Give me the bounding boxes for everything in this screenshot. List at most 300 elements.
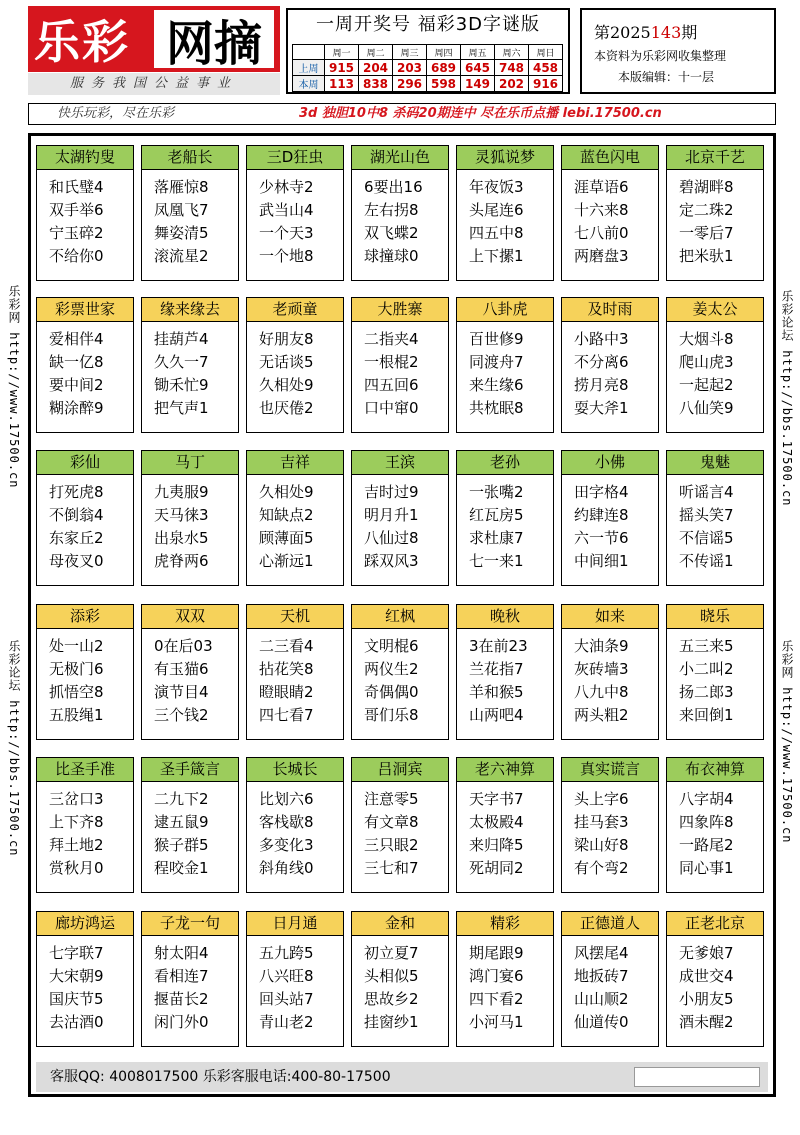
card-body xyxy=(561,169,659,281)
riddle-card xyxy=(36,145,134,283)
ticker-bar xyxy=(28,103,776,125)
riddle-line: 回头站7 xyxy=(259,990,314,1008)
riddle-line: 八字胡4 xyxy=(679,790,734,808)
card-title: 姜太公 xyxy=(666,297,764,321)
riddle-card xyxy=(666,450,764,588)
ticker-promo-link[interactable]: 3d 独胆10中8 杀码20期连中 尽在乐币点播 lebi.17500.cn xyxy=(299,106,662,121)
riddle-line: 二指夹4 xyxy=(364,330,419,348)
card-title: 北京千艺 xyxy=(666,145,764,169)
riddle-card xyxy=(666,911,764,1049)
card-title: 精彩 xyxy=(456,911,554,935)
card-body xyxy=(141,474,239,586)
card-title: 太湖钓叟 xyxy=(36,145,134,169)
riddle-line: 七一来1 xyxy=(469,552,524,570)
card-title: 吉祥 xyxy=(246,450,344,474)
riddle-card xyxy=(141,604,239,742)
riddle-card xyxy=(141,757,239,895)
card-body xyxy=(246,169,344,281)
riddle-line: 一零后7 xyxy=(679,224,734,242)
side-link-left-bottom[interactable]: 乐彩论坛 http://bbs.17500.cn xyxy=(7,640,21,857)
riddle-line: 闲门外0 xyxy=(154,1013,209,1031)
card-body xyxy=(561,628,659,740)
riddle-line: 大宋朝9 xyxy=(49,967,104,985)
card-title: 缘来缘去 xyxy=(141,297,239,321)
riddle-line: 爬山虎3 xyxy=(679,353,734,371)
riddle-line: 羊和猴5 xyxy=(469,683,524,701)
riddle-line: 灰砖墙3 xyxy=(574,660,629,678)
card-title: 比圣手准 xyxy=(36,757,134,781)
riddle-card xyxy=(246,450,344,588)
riddle-line: 来生缘6 xyxy=(469,376,524,394)
riddle-line: 双手举6 xyxy=(49,201,104,219)
riddle-line: 小路中3 xyxy=(574,330,629,348)
card-title: 圣手箴言 xyxy=(141,757,239,781)
card-title: 大胜寨 xyxy=(351,297,449,321)
riddle-line: 二三看4 xyxy=(259,637,314,655)
riddle-card xyxy=(246,911,344,1049)
riddle-line: 上下齐8 xyxy=(49,813,104,831)
card-title: 蓝色闪电 xyxy=(561,145,659,169)
riddle-card xyxy=(456,604,554,742)
riddle-line: 爱相伴4 xyxy=(49,330,104,348)
row-label: 本周 xyxy=(293,76,325,92)
riddle-line: 久相处9 xyxy=(259,376,314,394)
riddle-line: 碧湖畔8 xyxy=(679,178,734,196)
card-body xyxy=(456,474,554,586)
riddle-line: 注意零5 xyxy=(364,790,419,808)
riddle-card xyxy=(666,604,764,742)
draw-number: 113 xyxy=(325,76,359,92)
riddle-line: 一个天3 xyxy=(259,224,314,242)
weekday-header: 周日 xyxy=(529,45,563,60)
riddle-line: 求杜康7 xyxy=(469,529,524,547)
riddle-line: 6要出16 xyxy=(364,178,423,196)
riddle-line: 十六来8 xyxy=(574,201,629,219)
riddle-line: 鸿门宴6 xyxy=(469,967,524,985)
riddle-line: 和氏璧4 xyxy=(49,178,104,196)
card-title: 晚秋 xyxy=(456,604,554,628)
riddle-line: 要中间2 xyxy=(49,376,104,394)
riddle-line: 一根棍2 xyxy=(364,353,419,371)
draw-number: 458 xyxy=(529,60,563,76)
riddle-line: 文明棍6 xyxy=(364,637,419,655)
issue-number: 143 xyxy=(650,23,682,42)
riddle-card xyxy=(246,604,344,742)
side-link-right-top[interactable]: 乐彩论坛 http://bbs.17500.cn xyxy=(780,290,794,507)
draw-number: 689 xyxy=(427,60,461,76)
card-body xyxy=(561,935,659,1047)
riddle-line: 0在后03 xyxy=(154,637,213,655)
riddle-line: 不传谣1 xyxy=(679,552,734,570)
riddle-line: 挂葫芦4 xyxy=(154,330,209,348)
panel-title: 一周开奖号 福彩3D字谜版 xyxy=(315,14,541,35)
card-title: 正老北京 xyxy=(666,911,764,935)
riddle-line: 有文章8 xyxy=(364,813,419,831)
riddle-line: 宁玉碎2 xyxy=(49,224,104,242)
riddle-line: 把气声1 xyxy=(154,399,209,417)
riddle-line: 两磨盘3 xyxy=(574,247,629,265)
card-body xyxy=(36,321,134,433)
riddle-line: 小二叫2 xyxy=(679,660,734,678)
card-body xyxy=(351,781,449,893)
weekday-header: 周四 xyxy=(427,45,461,60)
card-body xyxy=(456,935,554,1047)
riddle-line: 踩双风3 xyxy=(364,552,419,570)
riddle-line: 田字格4 xyxy=(574,483,629,501)
riddle-card xyxy=(351,604,449,742)
riddle-line: 出泉水5 xyxy=(154,529,209,547)
card-body xyxy=(246,935,344,1047)
riddle-line: 山山顺2 xyxy=(574,990,629,1008)
riddle-line: 太极殿4 xyxy=(469,813,524,831)
footer-blank-box xyxy=(634,1067,760,1087)
riddle-line: 多变化3 xyxy=(259,836,314,854)
riddle-card xyxy=(561,911,659,1049)
riddle-line: 无爹娘7 xyxy=(679,944,734,962)
card-body xyxy=(351,474,449,586)
card-body xyxy=(456,321,554,433)
card-body xyxy=(246,474,344,586)
card-body xyxy=(36,169,134,281)
riddle-line: 不分离6 xyxy=(574,353,629,371)
riddle-line: 程咬金1 xyxy=(154,859,209,877)
riddle-line: 来回倒1 xyxy=(679,706,734,724)
riddle-line: 凤凰飞7 xyxy=(154,201,209,219)
riddle-line: 一路尾2 xyxy=(679,836,734,854)
riddle-line: 头尾连6 xyxy=(469,201,524,219)
riddle-line: 五九跨5 xyxy=(259,944,314,962)
riddle-card xyxy=(561,604,659,742)
card-body xyxy=(246,628,344,740)
row-label: 上周 xyxy=(293,60,325,76)
footer-bar xyxy=(36,1062,768,1092)
riddle-line: 把米驮1 xyxy=(679,247,734,265)
card-title: 如来 xyxy=(561,604,659,628)
weekday-header: 周二 xyxy=(359,45,393,60)
card-title: 双双 xyxy=(141,604,239,628)
riddle-line: 共枕眠8 xyxy=(469,399,524,417)
riddle-line: 看相连7 xyxy=(154,967,209,985)
riddle-line: 地扳砖7 xyxy=(574,967,629,985)
card-body xyxy=(351,628,449,740)
card-title: 彩票世家 xyxy=(36,297,134,321)
weekday-header: 周六 xyxy=(495,45,529,60)
card-body xyxy=(666,169,764,281)
riddle-line: 九夷服9 xyxy=(154,483,209,501)
card-title: 鬼魅 xyxy=(666,450,764,474)
riddle-line: 听谣言4 xyxy=(679,483,734,501)
riddle-line: 红瓦房5 xyxy=(469,506,524,524)
draw-results-panel xyxy=(286,8,570,94)
riddle-line: 上下摞1 xyxy=(469,247,524,265)
riddle-line: 山两吧4 xyxy=(469,706,524,724)
riddle-card xyxy=(141,450,239,588)
riddle-line: 摇头笑7 xyxy=(679,506,734,524)
riddle-line: 六一节6 xyxy=(574,529,629,547)
corner-cell xyxy=(293,45,325,60)
riddle-line: 顾薄面5 xyxy=(259,529,314,547)
draw-number: 916 xyxy=(529,76,563,92)
card-title: 小佛 xyxy=(561,450,659,474)
card-body xyxy=(351,935,449,1047)
weekday-header: 周五 xyxy=(461,45,495,60)
riddle-line: 一张嘴2 xyxy=(469,483,524,501)
weekday-header: 周三 xyxy=(393,45,427,60)
riddle-line: 兰花指7 xyxy=(469,660,524,678)
riddle-line: 两头粗2 xyxy=(574,706,629,724)
riddle-line: 少林寺2 xyxy=(259,178,314,196)
card-title: 吕洞宾 xyxy=(351,757,449,781)
riddle-line: 梁山好8 xyxy=(574,836,629,854)
riddle-line: 四下看2 xyxy=(469,990,524,1008)
draw-number: 915 xyxy=(325,60,359,76)
riddle-line: 八九中8 xyxy=(574,683,629,701)
draw-number: 838 xyxy=(359,76,393,92)
riddle-line: 不给你0 xyxy=(49,247,104,265)
riddle-line: 天马徕3 xyxy=(154,506,209,524)
draw-number: 598 xyxy=(427,76,461,92)
riddle-line: 比划六6 xyxy=(259,790,314,808)
riddle-line: 虎脊两6 xyxy=(154,552,209,570)
riddle-line: 小河马1 xyxy=(469,1013,524,1031)
card-title: 日月通 xyxy=(246,911,344,935)
riddle-line: 无话谈5 xyxy=(259,353,314,371)
card-body xyxy=(666,628,764,740)
riddle-line: 左右拐8 xyxy=(364,201,419,219)
riddle-line: 武当山4 xyxy=(259,201,314,219)
card-title: 廊坊鸿运 xyxy=(36,911,134,935)
riddle-line: 拈花笑8 xyxy=(259,660,314,678)
riddle-line: 去沽酒0 xyxy=(49,1013,104,1031)
editor-note: 本版编辑：十一层 xyxy=(618,70,715,84)
riddle-card xyxy=(36,757,134,895)
riddle-card xyxy=(351,297,449,435)
riddle-line: 涯草语6 xyxy=(574,178,629,196)
card-title: 老孙 xyxy=(456,450,554,474)
card-body xyxy=(141,321,239,433)
card-body xyxy=(36,474,134,586)
riddle-card xyxy=(456,297,554,435)
riddle-line: 斜角线0 xyxy=(259,859,314,877)
draw-number: 203 xyxy=(393,60,427,76)
riddle-line: 糊涂醉9 xyxy=(49,399,104,417)
riddle-line: 心渐远1 xyxy=(259,552,314,570)
card-body xyxy=(666,321,764,433)
card-body xyxy=(666,781,764,893)
card-title: 三D狂虫 xyxy=(246,145,344,169)
card-title: 子龙一句 xyxy=(141,911,239,935)
riddle-card xyxy=(141,297,239,435)
riddle-card xyxy=(246,297,344,435)
riddle-line: 四五回6 xyxy=(364,376,419,394)
source-note: 本资料为乐彩网收集整理 xyxy=(594,49,727,63)
riddle-line: 也厌倦2 xyxy=(259,399,314,417)
riddle-line: 锄禾忙9 xyxy=(154,376,209,394)
riddle-card xyxy=(36,604,134,742)
riddle-line: 缺一亿8 xyxy=(49,353,104,371)
riddle-card xyxy=(351,450,449,588)
riddle-line: 酒未醒2 xyxy=(679,1013,734,1031)
slogan: 服务我国公益事业 xyxy=(28,73,280,95)
riddle-card xyxy=(561,145,659,283)
riddle-line: 思故乡2 xyxy=(364,990,419,1008)
riddle-line: 年夜饭3 xyxy=(469,178,524,196)
side-link-left-top[interactable]: 乐彩网 http://www.17500.cn xyxy=(7,285,21,489)
riddle-card xyxy=(666,297,764,435)
riddle-line: 头上字6 xyxy=(574,790,629,808)
riddle-line: 母夜叉0 xyxy=(49,552,104,570)
riddle-card xyxy=(456,450,554,588)
riddle-line: 久相处9 xyxy=(259,483,314,501)
riddle-line: 天字书7 xyxy=(469,790,524,808)
riddle-line: 不倒翁4 xyxy=(49,506,104,524)
riddle-line: 一起起2 xyxy=(679,376,734,394)
riddle-card xyxy=(246,757,344,895)
card-body xyxy=(561,781,659,893)
riddle-line: 头相似5 xyxy=(364,967,419,985)
riddle-line: 五三来5 xyxy=(679,637,734,655)
riddle-line: 同心事1 xyxy=(679,859,734,877)
card-body xyxy=(246,781,344,893)
card-body xyxy=(36,628,134,740)
draw-table xyxy=(292,44,563,92)
riddle-line: 客栈歇8 xyxy=(259,813,314,831)
card-body xyxy=(246,321,344,433)
riddle-line: 演节目4 xyxy=(154,683,209,701)
riddle-line: 三个钱2 xyxy=(154,706,209,724)
draw-number: 748 xyxy=(495,60,529,76)
riddle-line: 挂马套3 xyxy=(574,813,629,831)
riddle-card xyxy=(351,911,449,1049)
brand-logo[interactable] xyxy=(28,6,280,72)
card-body xyxy=(456,628,554,740)
riddle-line: 八仙过8 xyxy=(364,529,419,547)
card-body xyxy=(561,321,659,433)
riddle-line: 拜土地2 xyxy=(49,836,104,854)
card-body xyxy=(456,169,554,281)
ticker-left: 快乐玩彩，尽在乐彩 xyxy=(57,106,175,121)
riddle-card xyxy=(141,911,239,1049)
riddle-line: 青山老2 xyxy=(259,1013,314,1031)
card-title: 老船长 xyxy=(141,145,239,169)
card-title: 真实谎言 xyxy=(561,757,659,781)
riddle-line: 扬二郎3 xyxy=(679,683,734,701)
riddle-card xyxy=(246,145,344,283)
card-body xyxy=(141,781,239,893)
riddle-line: 耍大斧1 xyxy=(574,399,629,417)
riddle-line: 成世交4 xyxy=(679,967,734,985)
riddle-line: 三岔口3 xyxy=(49,790,104,808)
riddle-line: 期尾跟9 xyxy=(469,944,524,962)
riddle-line: 初立夏7 xyxy=(364,944,419,962)
issue-line xyxy=(594,20,774,43)
riddle-line: 捞月亮8 xyxy=(574,376,629,394)
riddle-line: 赏秋月0 xyxy=(49,859,104,877)
riddle-line: 无极门6 xyxy=(49,660,104,678)
riddle-line: 射太阳4 xyxy=(154,944,209,962)
riddle-line: 七字联7 xyxy=(49,944,104,962)
riddle-line: 滚流星2 xyxy=(154,247,209,265)
riddle-line: 久久一7 xyxy=(154,353,209,371)
card-title: 老六神算 xyxy=(456,757,554,781)
logo-right-text: 网摘 xyxy=(154,10,274,68)
draw-number: 149 xyxy=(461,76,495,92)
riddle-line: 七八前0 xyxy=(574,224,629,242)
card-title: 晓乐 xyxy=(666,604,764,628)
side-link-right-bottom[interactable]: 乐彩网 http://www.17500.cn xyxy=(780,640,794,844)
riddle-line: 球撞球0 xyxy=(364,247,419,265)
issue-panel xyxy=(580,8,776,94)
riddle-line: 国庆节5 xyxy=(49,990,104,1008)
riddle-line: 定二珠2 xyxy=(679,201,734,219)
riddle-card xyxy=(666,145,764,283)
card-body xyxy=(666,474,764,586)
card-body xyxy=(141,935,239,1047)
weekday-header: 周一 xyxy=(325,45,359,60)
card-title: 马丁 xyxy=(141,450,239,474)
riddle-line: 五股绳1 xyxy=(49,706,104,724)
riddle-line: 揠苗长2 xyxy=(154,990,209,1008)
riddle-line: 好朋友8 xyxy=(259,330,314,348)
card-title: 添彩 xyxy=(36,604,134,628)
footer-contact: 客服QQ: 4008017500 乐彩客服电话:400-80-17500 xyxy=(50,1069,391,1085)
riddle-line: 大烟斗8 xyxy=(679,330,734,348)
card-body xyxy=(666,935,764,1047)
riddle-line: 三只眼2 xyxy=(364,836,419,854)
issue-prefix: 第2025 xyxy=(594,23,651,42)
card-title: 正德道人 xyxy=(561,911,659,935)
riddle-line: 抓悟空8 xyxy=(49,683,104,701)
card-body xyxy=(141,628,239,740)
riddle-card xyxy=(141,145,239,283)
riddle-line: 有个弯2 xyxy=(574,859,629,877)
card-body xyxy=(561,474,659,586)
riddle-line: 百世修9 xyxy=(469,330,524,348)
card-title: 布衣神算 xyxy=(666,757,764,781)
riddle-line: 挂窗纱1 xyxy=(364,1013,419,1031)
riddle-line: 有玉猫6 xyxy=(154,660,209,678)
riddle-line: 三七和7 xyxy=(364,859,419,877)
card-title: 彩仙 xyxy=(36,450,134,474)
riddle-line: 知缺点2 xyxy=(259,506,314,524)
draw-number: 296 xyxy=(393,76,427,92)
riddle-line: 两仪生2 xyxy=(364,660,419,678)
riddle-card xyxy=(456,757,554,895)
riddle-line: 四五中8 xyxy=(469,224,524,242)
riddle-line: 大油条9 xyxy=(574,637,629,655)
riddle-line: 风摆尾4 xyxy=(574,944,629,962)
card-body xyxy=(456,781,554,893)
riddle-line: 东家丘2 xyxy=(49,529,104,547)
riddle-card xyxy=(561,297,659,435)
riddle-card xyxy=(456,911,554,1049)
draw-number: 204 xyxy=(359,60,393,76)
logo-left-text: 乐彩 xyxy=(34,15,130,69)
riddle-line: 口中窜0 xyxy=(364,399,419,417)
riddle-line: 哥们乐8 xyxy=(364,706,419,724)
riddle-card xyxy=(36,297,134,435)
card-title: 灵狐说梦 xyxy=(456,145,554,169)
riddle-line: 同渡舟7 xyxy=(469,353,524,371)
riddle-card xyxy=(456,145,554,283)
riddle-line: 舞姿清5 xyxy=(154,224,209,242)
riddle-line: 不信谣5 xyxy=(679,529,734,547)
riddle-line: 处一山2 xyxy=(49,637,104,655)
riddle-line: 仙道传0 xyxy=(574,1013,629,1031)
riddle-line: 小朋友5 xyxy=(679,990,734,1008)
riddle-line: 吉时过9 xyxy=(364,483,419,501)
issue-suffix: 期 xyxy=(681,23,698,42)
